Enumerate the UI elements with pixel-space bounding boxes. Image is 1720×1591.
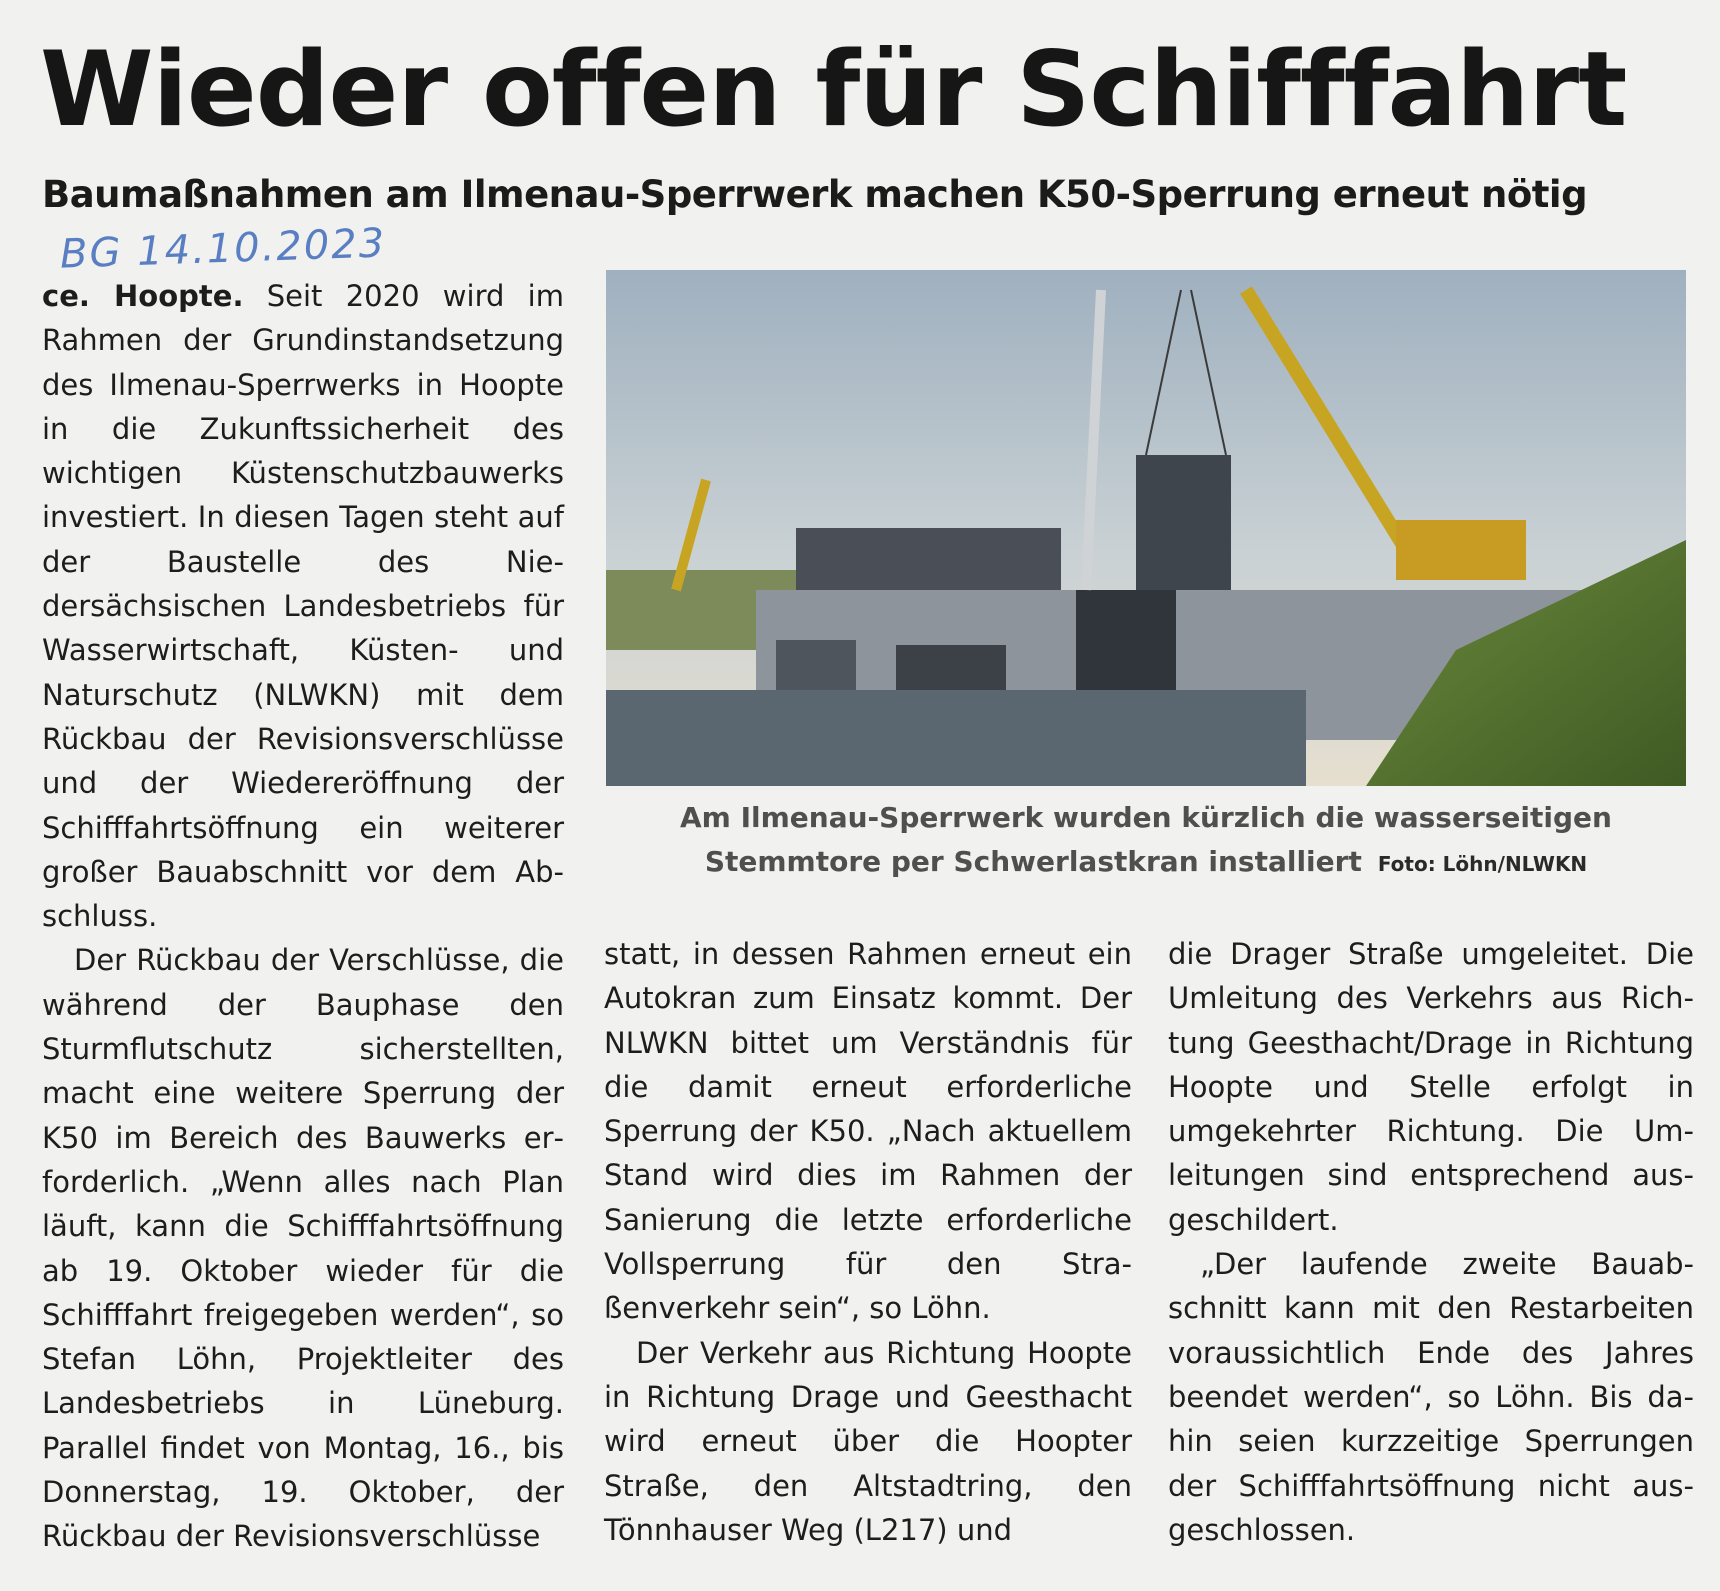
headline: Wieder offen für Schifffahrt	[40, 30, 1627, 150]
construction-site-image	[606, 270, 1686, 786]
handwritten-date-stamp: BG 14.10.2023	[59, 220, 387, 278]
article-column-1	[42, 274, 564, 1559]
paragraph: „Der laufende zweite Bauabschnitt kann mit den Restarbeiten voraussichtlich Ende des Jahres beendet werden“, so Löhn. Bis dahin seien kurzzeitige Sperrungen der Schifffahrtsöffnung nicht ausgeschlossen.	[1168, 1247, 1694, 1547]
photo-caption	[606, 796, 1686, 886]
paragraph: die Drager Straße umgeleitet. Die Umleitung des Verkehrs aus Richtung Geesthacht/Drage in Richtung Hoopte und Stelle erfolgt in umgekehrter Richtung. Die Umleitungen sind entsprechend ausgeschildert.	[1168, 937, 1694, 1237]
subheadline: Baumaßnahmen am Ilmenau-Sperrwerk machen K50-Sperrung erneut nötig	[42, 173, 1588, 216]
article-column-2	[604, 932, 1132, 1552]
article-photo	[606, 270, 1686, 786]
photo-credit: Foto: Löhn/NLWKN	[1377, 852, 1588, 876]
paragraph: Der Rückbau der Verschlüsse, die während der Bauphase den Sturmflutschutz sicherstellten, macht eine weitere Sperrung der K50 im Bereich des Bauwerks erforderlich. „Wenn alles nach Plan läuft, kann die Schifffahrtsöffnung ab 19. Oktober wieder für die Schifffahrt freigegeben werden“, so Stefan Löhn, Projektleiter des Landesbetriebs in Lüneburg. Parallel findet von Montag, 16., bis Donnerstag, 19. Oktober, der Rückbau der Revisionsverschlüsse	[42, 943, 564, 1554]
article-column-3	[1168, 932, 1694, 1552]
dateline: ce. Hoopte.	[42, 279, 244, 313]
paragraph: Der Verkehr aus Richtung Hoopte in Richtung Drage und Geesthacht wird erneut über die Hoopter Straße, den Altstadtring, den Tönnhauser Weg (L217) und	[604, 1335, 1132, 1547]
caption-text: Am Ilmenau-Sperrwerk wurden kürzlich die wasserseitigen Stemmtore per Schwerlastkran installiert	[680, 801, 1612, 878]
paragraph: statt, in dessen Rahmen erneut ein Autokran zum Einsatz kommt. Der NLWKN bittet um Verständnis für die damit erneut erforderliche Sperrung der K50. „Nach aktuellem Stand wird dies im Rahmen der Sanierung die letzte erforderliche Vollsperrung für den Straßenverkehr sein“, so Löhn.	[604, 937, 1132, 1326]
lead-paragraph	[42, 274, 564, 938]
paragraph-text: Seit 2020 wird im Rahmen der Grundinstandsetzung des Ilmenau-Sperrwerks in Hoopte in die Zukunftssicherheit des wichtigen Küstenschutzbauwerks investiert. In diesen Tagen steht auf der Baustelle des Niedersächsischen Landesbetriebs für Wasserwirtschaft, Küsten- und Naturschutz (NLWKN) mit dem Rückbau der Revisionsverschlüsse und der Wiedereröffnung der Schifffahrtsöffnung ein weiterer großer Bauabschnitt vor dem Abschluss.	[42, 279, 564, 934]
